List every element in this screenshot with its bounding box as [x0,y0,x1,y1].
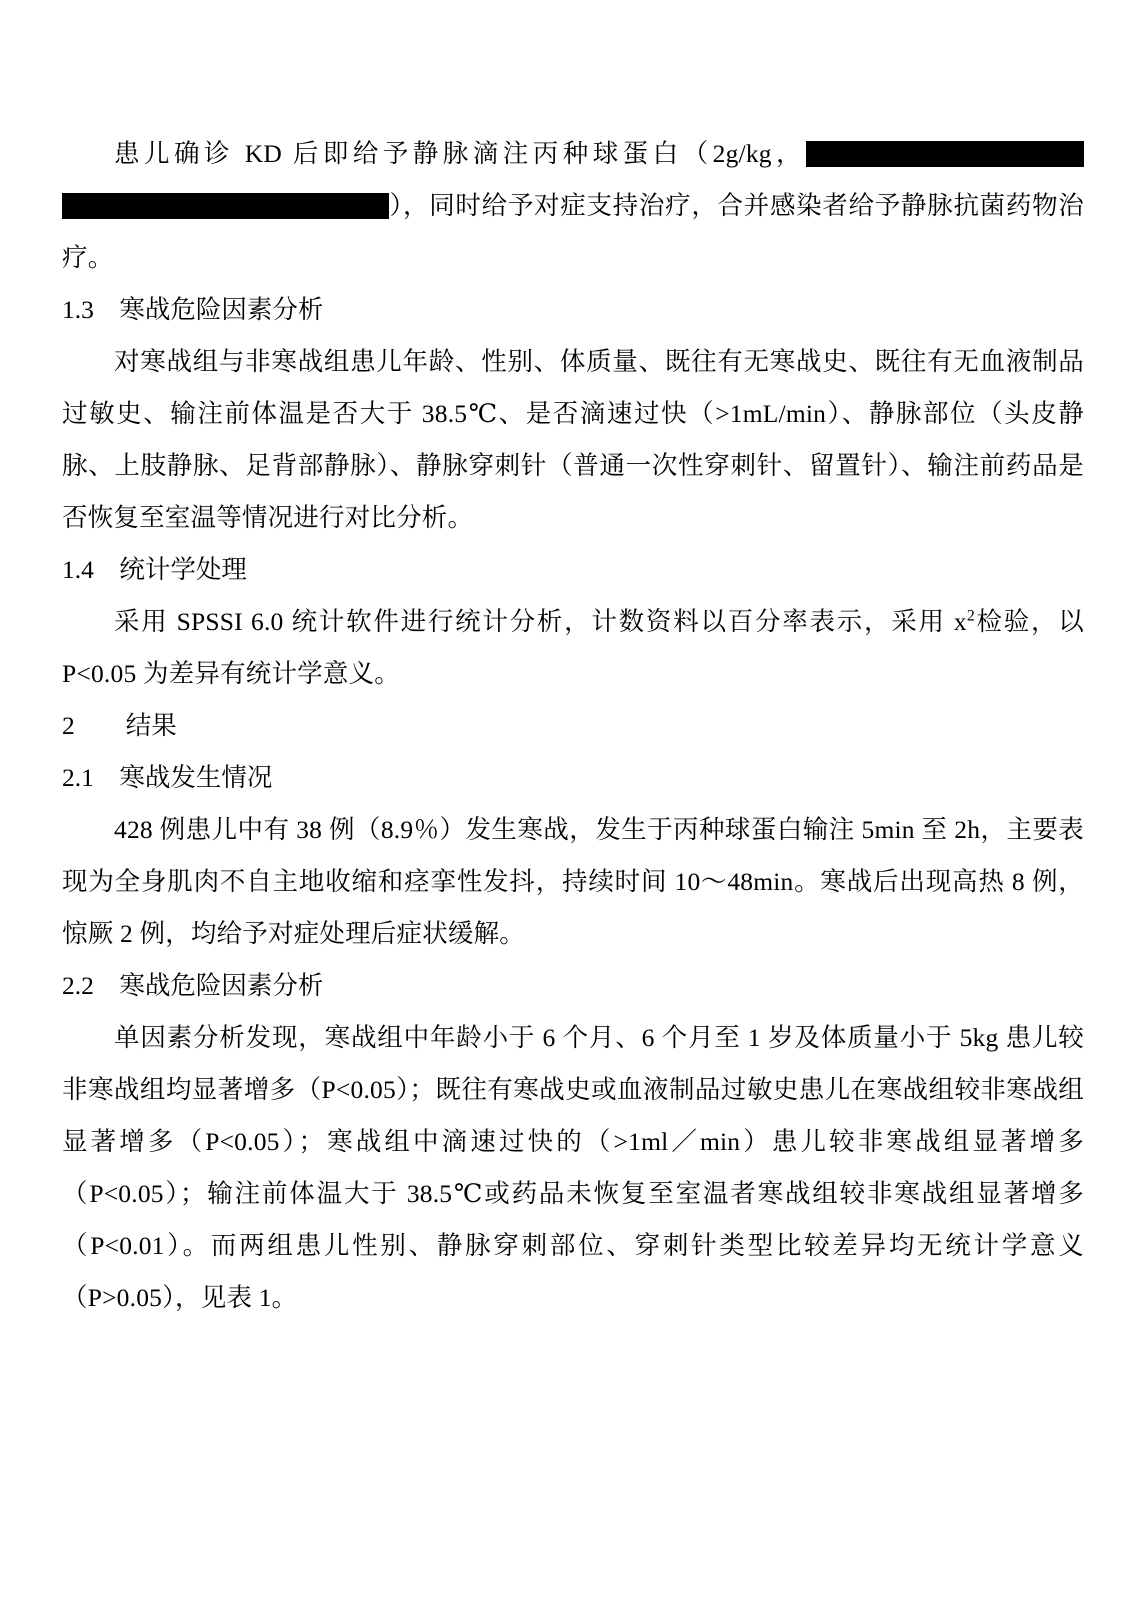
paragraph-1-4-text-after: 检验，以 P<0.05 为差异有统计学意义。 [62,607,1084,688]
intro-text-part-2: ），同时给予对症支持治疗，合并感染者给予静脉抗菌药物治疗。 [62,191,1084,272]
heading-1-4: 1.4 统计学处理 [62,555,247,584]
heading-2: 2 结果 [62,711,177,740]
intro-text-part-1: 患儿确诊 KD 后即给予静脉滴注丙种球蛋白（2g/kg， [114,139,806,168]
redaction-bar-1 [806,141,1084,167]
redaction-bar-2 [62,193,389,219]
paragraph-1-4-text-before: 采用 SPSSI 6.0 统计软件进行统计分析，计数资料以百分率表示，采用 x [114,607,967,636]
heading-2-1: 2.1 寒战发生情况 [62,763,273,792]
heading-1-3: 1.3 寒战危险因素分析 [62,295,324,324]
paragraph-1-4 [62,596,1084,700]
paragraph-intro [62,128,1084,284]
chi-square-superscript: 2 [966,607,975,625]
paragraph-2-2: 单因素分析发现，寒战组中年龄小于 6 个月、6 个月至 1 岁及体质量小于 5kg 患儿较非寒战组均显著增多（P<0.05）；既往有寒战史或血液制品过敏史患儿在寒战组较非寒战组显著增多（P<0.05）；寒战组中滴速过快的（>1ml／min）患儿较非寒战组显著增多（P<0.05）；输注前体温大于 38.5℃或药品未恢复至室温者寒战组较非寒战组显著增多（P<0.01）。而两组患儿性别、静脉穿刺部位、穿刺针类型比较差异均无统计学意义（P>0.05），见表 1。 [62,1023,1084,1312]
paragraph-1-3: 对寒战组与非寒战组患儿年龄、性别、体质量、既往有无寒战史、既往有无血液制品过敏史、输注前体温是否大于 38.5℃、是否滴速过快（>1mL/min）、静脉部位（头皮静脉、上肢静脉、足背部静脉）、静脉穿刺针（普通一次性穿刺针、留置针）、输注前药品是否恢复至室温等情况进行对比分析。 [62,347,1084,532]
heading-2-2: 2.2 寒战危险因素分析 [62,971,324,1000]
document-body [62,128,1084,1324]
paragraph-2-1: 428 例患儿中有 38 例（8.9％）发生寒战，发生于丙种球蛋白输注 5min 至 2h，主要表现为全身肌肉不自主地收缩和痉挛性发抖，持续时间 10～48min。寒战后出现高热 8 例，惊厥 2 例，均给予对症处理后症状缓解。 [62,815,1084,948]
